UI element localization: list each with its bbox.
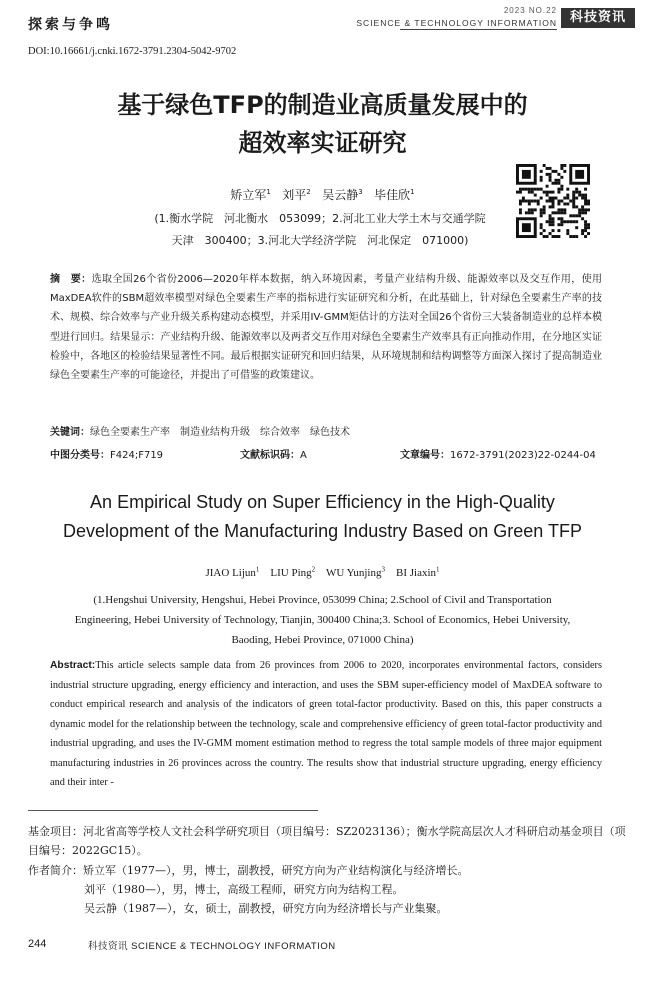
keywords-cn-label: 关键词： [50,427,90,438]
document-code: 文献标识码：A [240,450,307,461]
author-en: JIAO Lijun$^1$ [205,565,260,579]
header-rule [400,29,557,30]
keywords-cn-text: 绿色全要素生产率 制造业结构升级 综合效率 绿色技术 [90,427,350,438]
fund-note [28,822,628,860]
page-number: 244 [28,938,47,950]
affiliations-en: (1.Hengshui University, Hengshui, Hebei Province, 053099 China; 2.School of Civil and Transportation Engineering, Hebei University of Technology, Tianjin, 300400 China;3. School of Economics, Hebei University, Baoding, Hebei Province, 071000 China) [74,594,571,646]
journal-name-cn: 科技资讯 [561,8,635,28]
journal-name-en: SCIENCE & TECHNOLOGY INFORMATION [356,18,557,28]
keywords-cn [50,423,602,438]
abstract-en-text: This article selects sample data from 26 provinces from 2006 to 2020, incorporates environmental factors, considers industrial structure upgrading, energy efficiency and interaction, and uses the SBM super-efficiency model of MaxDEA software to conduct empirical research and analysis of the indicators of green total-factor productivity. Based on this, this paper constructs a dynamic model for the relationship between the technology, scale and comprehensive efficiency of green total-factor productivity and industrial upgrading, and uses the IV-GMM moment estimation method to regress the total sample models of three major equipment manufacturing industries in 26 provinces across the country. The results show that industrial structure upgrading, energy efficiency and their inter - [50,660,602,788]
affiliations-cn: (1.衡水学院 河北衡水 053099；2.河北工业大学土木与交通学院 天津 300400；3.河北大学经济学院 河北保定 071000) [154,212,486,247]
bio-line: 吴云静（1987—），女，硕士，副教授，研究方向为经济增长与产业集聚。 [84,902,448,915]
author-cn: 毕佳欣$^1$ [374,188,415,202]
footnote-rule [28,810,318,811]
year-issue: 2023 NO.22 [503,6,557,15]
abstract-en [50,656,602,793]
fund-text: 河北省高等学校人文社会科学研究项目（项目编号：SZ2023136）；衡水学院高层次人才科研启动基金项目（项目编号：2022GC15）。 [28,825,626,857]
bio-line: 刘平（1980—），男，博士，高级工程师，研究方向为结构工程。 [84,883,404,896]
title-cn [0,86,645,162]
qr-code-icon [516,164,590,238]
bio-label: 作者简介： [28,864,83,877]
abstract-cn-text: 选取全国26个省份2006—2020年样本数据，纳入环境因素，考量产业结构升级、能源效率以及交互作用，使用MaxDEA软件的SBM超效率模型对绿色全要素生产率的指标进行实证研究和分析，在此基础上，针对绿色全要素生产率的技术、规模、综合效率与产业升级关系构建动态模型，并采用IV-GMM矩估计的方法对全国26个省份三大装备制造业的总样本模型进行回归。结果显示：产业结构升级、能源效率以及两者交互作用对绿色全要素生产效率具有正向推动作用，在分地区实证检验中，各地区的检验结果显著性不同。最后根据实证研究和回归结果，从环境规制和结构调整等方面深入探讨了提高制造业绿色全要素生产率的可能途径，并提出了可借鉴的政策建议。 [50,274,603,382]
title-cn-line2: 超效率实证研究 [238,129,407,157]
author-en: WU Yunjing$^3$ [325,565,385,579]
author-cn: 刘平$^2$ [282,188,311,202]
doi: DOI:10.16661/j.cnki.1672-3791.2304-5042-9702 [28,46,237,57]
fund-label: 基金项目： [28,825,83,838]
clc-number: 中图分类号：F424;F719 [50,450,164,461]
author-en: LIU Ping$^2$ [270,565,316,579]
authors-en [0,567,645,579]
title-cn-line1: 基于绿色TFP的制造业高质量发展中的 [117,91,528,119]
author-en: BI Jiaxin$^1$ [395,565,440,579]
author-cn: 吴云静$^3$ [322,188,363,202]
author-cn: 矫立军$^1$ [230,188,271,202]
abstract-cn [50,270,602,385]
abstract-cn-label: 摘 要： [50,274,92,285]
title-en: An Empirical Study on Super Efficiency in the High-Quality Development of the Manufacturing Industry Based on Green TFP [63,492,582,541]
article-number: 文章编号：1672-3791(2023)22-0244-04 [400,450,596,461]
section-label: 探索与争鸣 [28,17,113,33]
footer-journal: 科技资讯 SCIENCE & TECHNOLOGY INFORMATION [88,941,336,952]
abstract-en-label: Abstract: [50,660,96,671]
author-bio [28,861,628,918]
bio-line: 矫立军（1977—），男，博士，副教授，研究方向为产业结构演化与经济增长。 [83,864,469,877]
